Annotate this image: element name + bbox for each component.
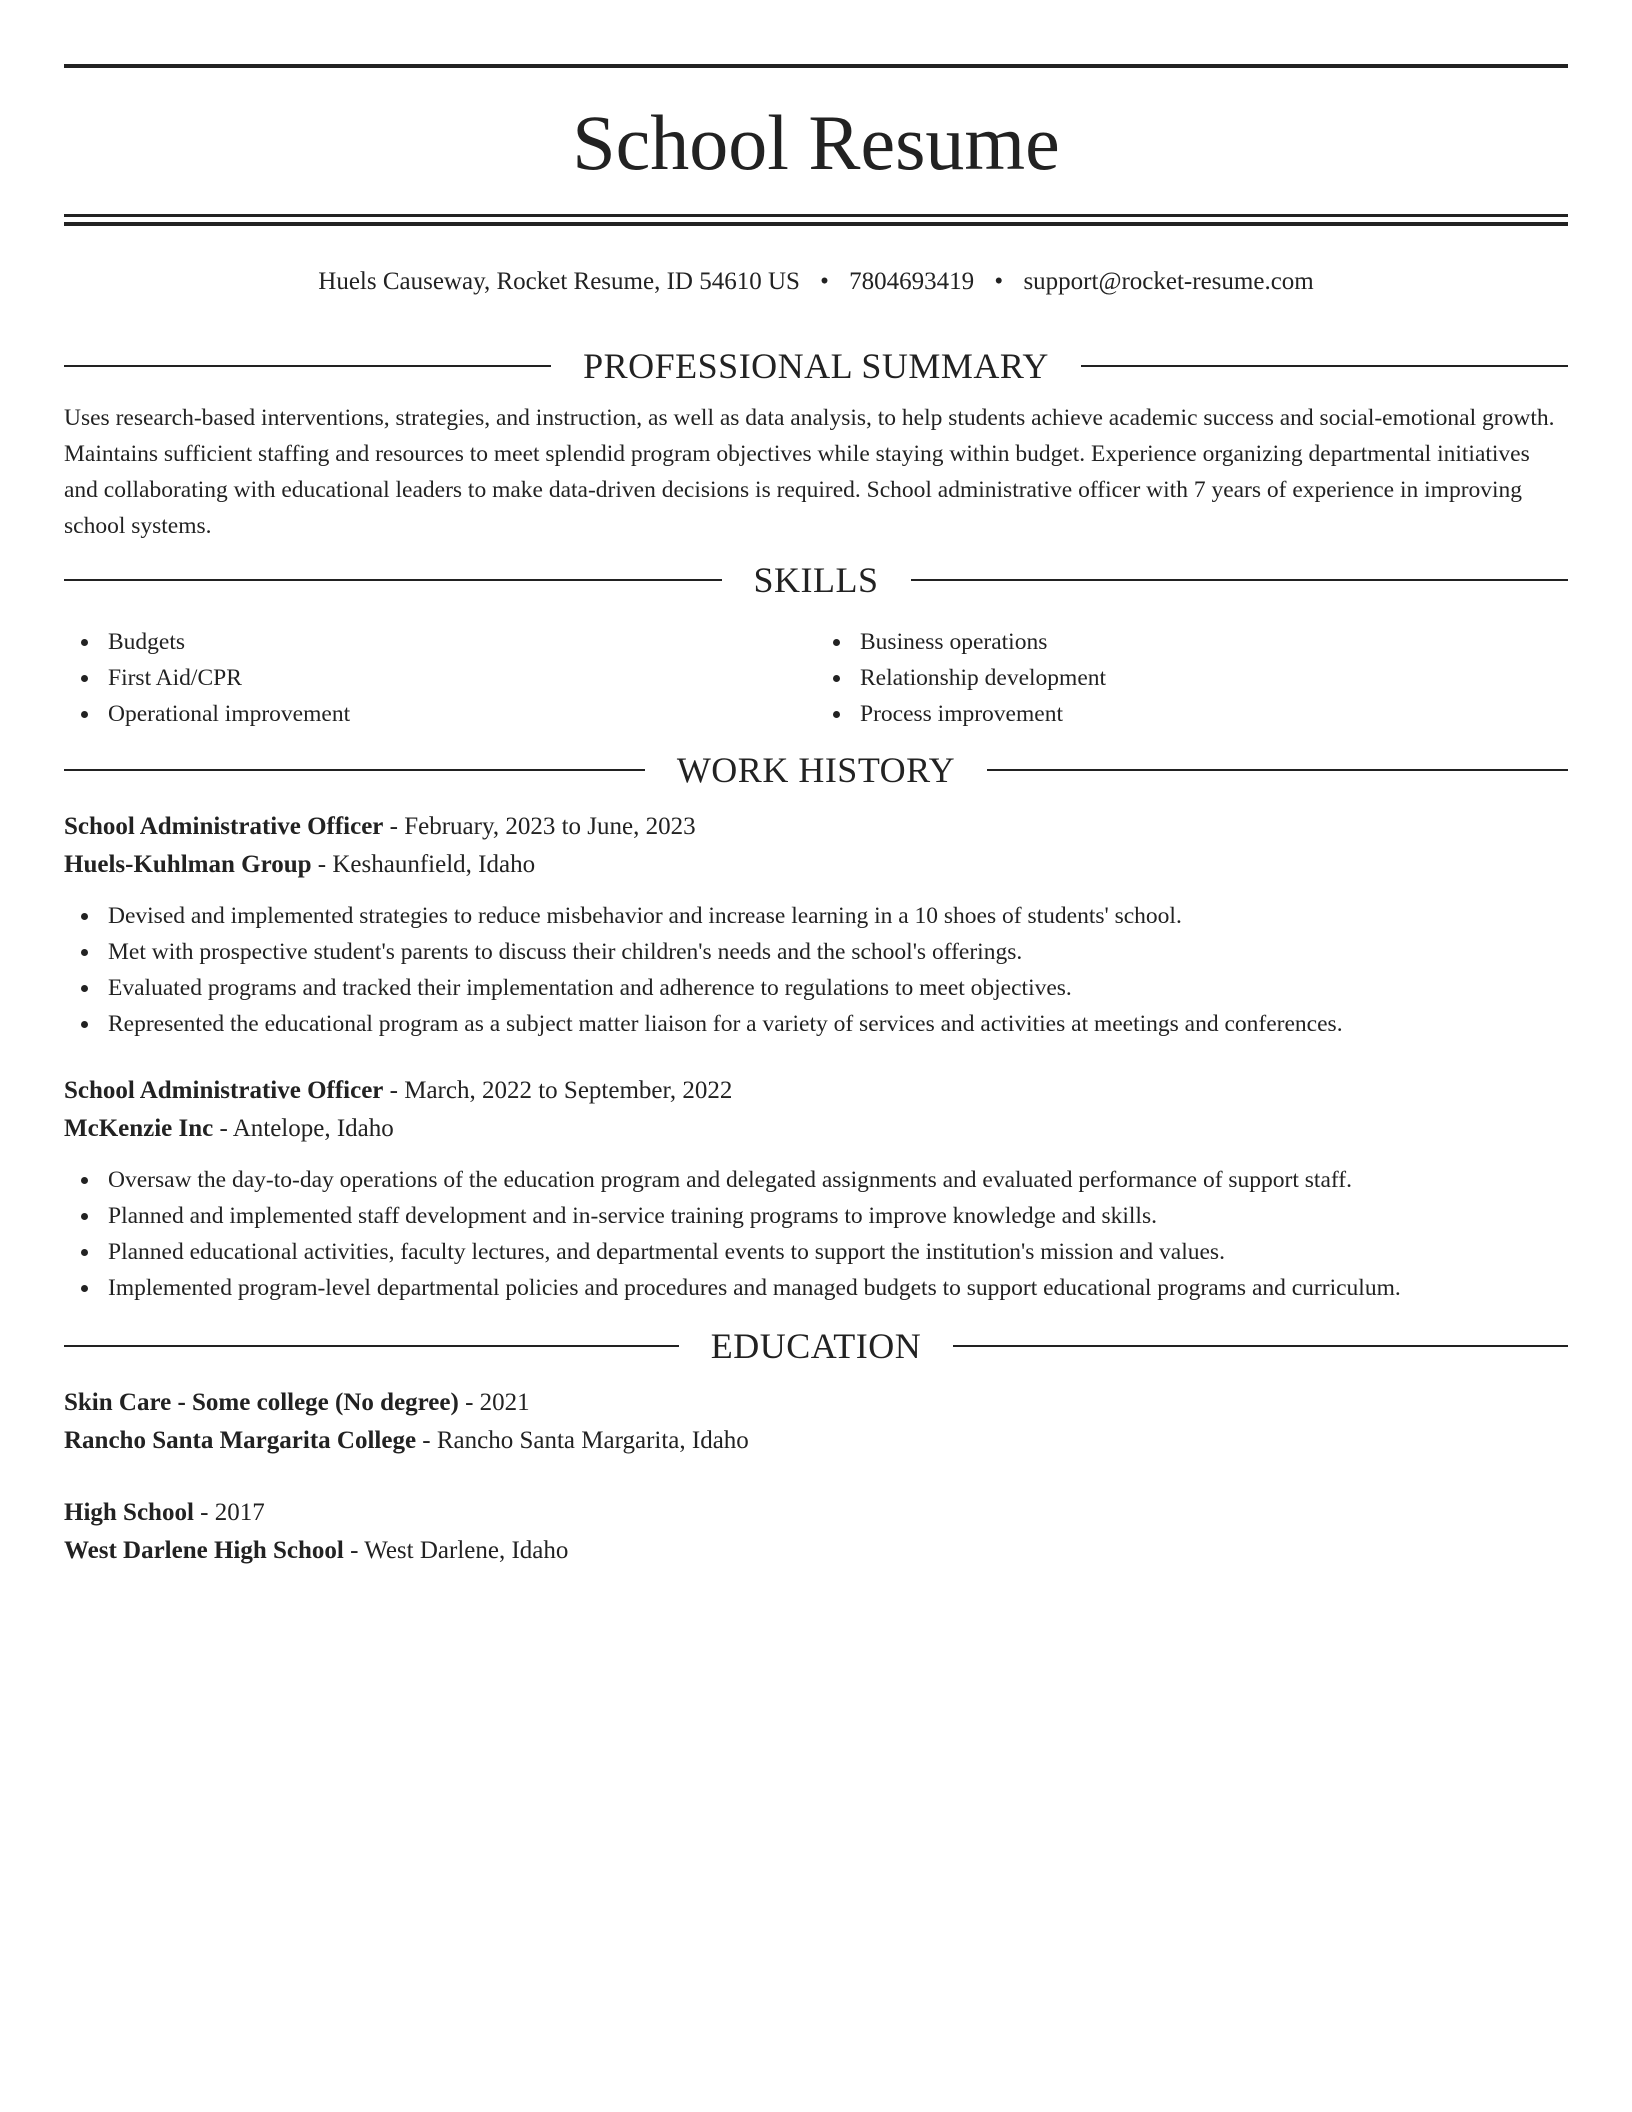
work-heading-text: WORK HISTORY xyxy=(676,750,956,790)
job-bullet: Planned educational activities, faculty lectures, and departmental events to support the institution's mission and values. xyxy=(64,1234,1568,1270)
job-company: Huels-Kuhlman Group xyxy=(64,851,312,878)
work-heading xyxy=(64,748,1568,792)
heading-rule-left xyxy=(64,769,645,771)
education-school: West Darlene High School xyxy=(64,1537,344,1564)
job-bullets xyxy=(64,898,1568,1042)
education-school-line xyxy=(64,1422,1568,1460)
contact-line xyxy=(64,262,1568,302)
education-school-line xyxy=(64,1532,1568,1570)
summary-heading-text: PROFESSIONAL SUMMARY xyxy=(583,346,1049,386)
education-location: - Rancho Santa Margarita, Idaho xyxy=(416,1427,749,1454)
contact-email: support@rocket-resume.com xyxy=(1023,268,1314,295)
top-rule xyxy=(64,64,1568,68)
skill-item: Business operations xyxy=(816,624,1568,660)
contact-phone: 7804693419 xyxy=(849,268,975,295)
job-entry xyxy=(64,1072,1568,1306)
education-degree: High School xyxy=(64,1499,194,1526)
title-double-rule xyxy=(64,214,1568,226)
job-bullets xyxy=(64,1162,1568,1306)
heading-rule-right xyxy=(911,579,1569,581)
job-bullet: Devised and implemented strategies to reduce misbehavior and increase learning in a 10 shoes of students' school. xyxy=(64,898,1568,934)
education-year: - 2017 xyxy=(193,1499,265,1526)
job-bullet: Represented the educational program as a subject matter liaison for a variety of services and activities at meetings and conferences. xyxy=(64,1006,1568,1042)
skill-item: Operational improvement xyxy=(64,696,816,732)
heading-rule-right xyxy=(953,1345,1568,1347)
job-title-line xyxy=(64,1072,1568,1110)
skills-heading-text: SKILLS xyxy=(753,560,879,600)
summary-heading xyxy=(64,344,1568,388)
job-dates: - February, 2023 to June, 2023 xyxy=(383,813,696,840)
job-entry xyxy=(64,808,1568,1042)
heading-rule-left xyxy=(64,1345,679,1347)
skill-item: Budgets xyxy=(64,624,816,660)
job-location: - Keshaunfield, Idaho xyxy=(311,851,536,878)
job-title: School Administrative Officer xyxy=(64,1077,384,1104)
education-year: - 2021 xyxy=(458,1389,530,1416)
job-dates: - March, 2022 to September, 2022 xyxy=(383,1077,733,1104)
resume-title: School Resume xyxy=(572,99,1060,186)
education-heading-text: EDUCATION xyxy=(710,1326,922,1366)
education-degree-line xyxy=(64,1494,1568,1532)
heading-rule-left xyxy=(64,365,551,367)
job-bullet: Evaluated programs and tracked their implementation and adherence to regulations to meet objectives. xyxy=(64,970,1568,1006)
heading-rule-right xyxy=(987,769,1568,771)
job-bullet: Oversaw the day-to-day operations of the education program and delegated assignments and evaluated performance of support staff. xyxy=(64,1162,1568,1198)
job-location: - Antelope, Idaho xyxy=(213,1115,394,1142)
job-company: McKenzie Inc xyxy=(64,1115,214,1142)
job-bullet: Met with prospective student's parents to discuss their children's needs and the school's offerings. xyxy=(64,934,1568,970)
skills-heading xyxy=(64,558,1568,602)
job-title: School Administrative Officer xyxy=(64,813,384,840)
summary-text: Uses research-based interventions, strategies, and instruction, as well as data analysis, to help students achieve academic success and social-emotional growth. Maintains sufficient staffing and resources to meet splendid program objectives while staying within budget. Experience organizing departmental initiatives and collaborating with educational leaders to make data-driven decisions is required. School administrative officer with 7 years of experience in improving school systems. xyxy=(64,405,1555,539)
job-bullet: Implemented program-level departmental policies and procedures and managed budgets to support educational programs and curriculum. xyxy=(64,1270,1568,1306)
job-company-line xyxy=(64,1110,1568,1148)
education-heading xyxy=(64,1324,1568,1368)
contact-separator: • xyxy=(994,268,1004,295)
education-location: - West Darlene, Idaho xyxy=(343,1537,569,1564)
education-degree-line xyxy=(64,1384,1568,1422)
skill-item: First Aid/CPR xyxy=(64,660,816,696)
job-company-line xyxy=(64,846,1568,884)
skill-item: Relationship development xyxy=(816,660,1568,696)
job-title-line xyxy=(64,808,1568,846)
job-bullet: Planned and implemented staff development and in-service training programs to improve knowledge and skills. xyxy=(64,1198,1568,1234)
heading-rule-right xyxy=(1081,365,1568,367)
education-entry xyxy=(64,1494,1568,1570)
contact-separator: • xyxy=(820,268,829,295)
heading-rule-left xyxy=(64,579,722,581)
skills-column-right xyxy=(816,624,1568,732)
education-entry xyxy=(64,1384,1568,1460)
education-school: Rancho Santa Margarita College xyxy=(64,1427,417,1454)
skills-list xyxy=(64,624,1568,732)
education-degree: Skin Care - Some college (No degree) xyxy=(64,1389,459,1416)
skill-item: Process improvement xyxy=(816,696,1568,732)
skills-column-left xyxy=(64,624,816,732)
contact-address: Huels Causeway, Rocket Resume, ID 54610 US xyxy=(318,268,800,295)
